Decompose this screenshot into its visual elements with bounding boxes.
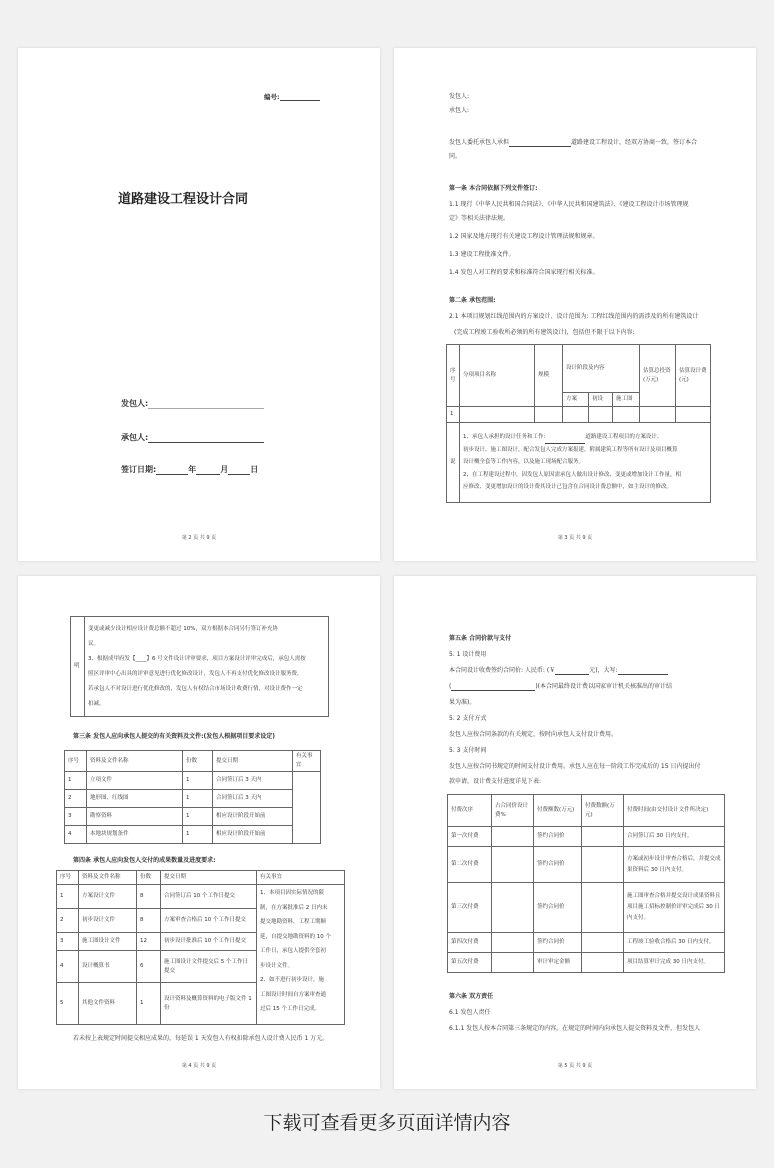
table-notes: 1、承包人承担的设计任务和工作: 道路建设工程项目的方案设计、 初步设计、施工图设计，配合发包人完成方案报建，附属建筑工程等所有设计及项目概算 设计概全套等工作内容，以及施工现场配合服务。 2、在工程建设过程中，因发包人原因需承包人做出设计修改、变更或增加设计工作量，相 应修改、变更增加设计的设计费其设计已包含在合同设计费总额中，如主设计的修改。 [460,423,711,503]
page-footer: 第 4 页 共 9 页 [181,1063,217,1069]
table-row: 1 方案设计文件 8 合同签订后 10 个工作日提交 1、本项目因实际情况的限 制，在方案批准后 2 日内未 提交地勘资料，工程工期顺 延，自提交地勘资料的 10 个 工作日，承包人提供全套初 步设计文件。 2、如不进行初步设计，施 工图设计时间自方案审查通 过后 15 个工作日完成。 [57,885,345,909]
deliverables-remarks: 1、本项目因实际情况的限 制，在方案批准后 2 日内未 提交地勘资料，工程工期顺 延，自提交地勘资料的 10 个 工作日，承包人提供全套初 步设计文件。 2、如不进行初步设计，施 工图设计时间自方案审查通 过后 15 个工作日完成。 [257,885,345,1025]
table-header: 估算总投资 (万元) [640,345,676,407]
table-cell: 明 [71,617,85,717]
table-row: 3 勘察资料 1 相应设计阶段开始前 [65,808,321,826]
scope-table [446,344,711,503]
article-1-item: 定》等相关法律法规。 [449,215,510,222]
table-row: 2 初步设计文件 8 方案审查合格后 10 个工作日提交 [57,909,345,933]
table-header: 序号 [447,345,460,407]
article-1-title: 第一条 本合同依据下列文件签订: [449,185,538,192]
table-header: 份数 [137,871,161,885]
table-header: 提交日期 [161,871,257,885]
table-header: 提交日期 [213,751,293,772]
contract-page-4 [18,576,380,1089]
article-2-title: 第二条 承包范围: [449,297,496,304]
article-1-item: 1.1 现行《中华人民共和国合同法》、《中华人民共和国建筑法》、《建设工程设计市场管理规 [449,201,689,208]
page-footer: 第 2 页 共 9 页 [181,535,217,541]
table-notes: 变更或减少设计相应设计费总额不超过 10%，双方根据本合同另行签订补充协 议。 3、根据成甲府发【____】6 号文件设计评审要求，项目方案设计评审完成后，承包人需按 照区评审中心出具的评审意见进行优化修改设计，发包人不再支付优化修改设计服务费， 若承包人不对设计进行优化修改的，发包人有权结合市场设计收费行情，对设计费作一定 扣减。 [85,617,329,717]
sign-date-field: 签订日期: 年 月 日 [121,465,259,474]
table-header: 付费数额(万元) [582,795,624,827]
table-row: 第四次付费 签约合同价 工程竣工验收合格后 30 日内支付。 [448,933,725,953]
table-header: 方案 [563,393,589,407]
party-b-field: 承包人: [121,432,264,443]
table-row: 第三次付费 签约合同价 施工图审查合格并提交设计成果资料且项目施工招标控制价评审完成后 30 日内支付。 [448,883,725,933]
table-cell: 说 [447,423,460,503]
article-1-item: 1.4 发包人对工程的要求和标准符合国家现行相关标准。 [449,269,599,276]
table-header: 规模 [535,345,563,407]
table-row: 4 本地块规划条件 1 相应设计阶段开始前 [65,826,321,844]
delay-penalty-text: 若未按上表规定时间提交相应成果的，每延误 1 天发包人有权扣除承包人设计费人民币 1 万元。 [73,1035,329,1042]
payment-schedule-table [447,794,725,973]
table-header: 占合同价设计费% [492,795,534,827]
table-header: 付费时间(由交付设计文件所决定) [624,795,725,827]
page-footer: 第 5 页 共 9 页 [557,1063,593,1069]
party-a-line: 发包人: [449,93,470,100]
table-header: 资料及文件名称 [87,751,183,772]
table-header: 估算设计费 (元) [676,345,711,407]
article-5-title: 第五条 合同价款与支付 [449,635,512,642]
table-header: 付费额数(万元) [534,795,582,827]
table-row: 5 其他文件资料 1 设计资料及概算资料的电子版文件 1 份 [57,983,345,1025]
download-caption: 下载可查看更多页面详情内容 [263,1112,511,1134]
table-header: 初设 [589,393,613,407]
notes-table-continued [70,616,329,717]
contract-page-3: 发包人: 承包人: 发包人委托承包人承担 道路建设工程设计，经双方协商一致，签订本合 同。 第一条 本合同依据下列文件签订: 1.1 现行《中华人民共和国合同法》、《中华人民共和国建筑法》、《建设工程设计市场管理规 定》等相关法律法规。 1.2 国家及地方现行有关建设工程设计管理法规和规章。 1.3 建设工程批准文件。 1.4 发包人对工程的要求和标准符合国家现行相关标准。 第二条 承包范围: 2.1 本项目规划红线范围内的方案设计、设计范围为: 工程红线范围内的需涉及的所有建筑设计 (完成工程竣工验收所必须的所有建筑设计)，包括但不限于以下内容: 序号 分项项目名称 规模 设计阶段及内容 估算总投资 (万元) 估算设计费 (元) 方案 初设 施工图 1 说 1、承包人承担的设计任务和工作: 道路建设工程项目的方案设计、 初步设计、施工图设计，配合发包人完成方案报建，附属建筑工程等所有设计及项目概算 设计概全套等工作内容，以及施工现场配合服务。 2、在工程建设过程中，因发包人原因需承包人做出设计修改、变更或增加设计工作量，相 应修改、变更增加设计的设计费其设计已包含在合同设计费总额中，如主设计的修改。 第 3 页 共 9 页 [394,48,756,561]
contract-number-field: 编号: [264,92,320,101]
table-row: 1 立项文件 1 合同签订后 3 天内 [65,772,321,790]
contract-page-2 [18,48,380,561]
intro-text: 发包人委托承包人承担 道路建设工程设计，经双方协商一致，签订本合 [449,139,698,146]
table-header: 资料及文件名称 [79,871,137,885]
table-row: 3 施工图设计文件 12 初步设计批准后 10 个工作日提交 [57,933,345,951]
article-4-title: 第四条 承包人应向发包人交付的成果数量及进度要求: [73,857,216,864]
article-1-item: 1.3 建设工程批准文件。 [449,251,515,258]
table-header: 施工图 [613,393,640,407]
table-row: 第一次付费 签约合同价 合同签订后 30 日内支付。 [448,827,725,847]
table-header: 序号 [57,871,79,885]
table-row: 第二次付费 签约合同价 方案或初步设计审查合格后，并提交成果资料后 30 日内支付。 [448,847,725,883]
table-header: 设计阶段及内容 [563,345,640,393]
article-1-item: 1.2 国家及地方现行有关建设工程设计管理法规和规章。 [449,233,599,240]
table-row: 第五次付费 审计审定金额 项目结算审计完成 30 日内支付。 [448,953,725,973]
table-cell: 1 [447,407,460,423]
table-header: 序号 [65,751,87,772]
page-title: 道路建设工程设计合同 [118,192,249,207]
table-row: 2 地形图、红线图 1 合同签订后 3 天内 [65,790,321,808]
deliverables-table [56,870,345,1025]
party-b-line: 承包人: [449,107,470,114]
table-header: 分项项目名称 [460,345,535,407]
party-a-field: 发包人: [121,398,264,409]
materials-table [64,750,321,844]
table-header: 份数 [183,751,213,772]
table-header: 有关事宜 [293,751,321,772]
article-3-title: 第三条 发包人应向承包人提交的有关资料及文件:(发包人根据项目要求设定) [73,733,275,740]
contract-page-5: 第五条 合同价款与支付 5. 1 设计费用 本合同设计收费签约合同价: 人民币: (￥ 元)，大写: ( )(本合同最终设计费以国家审计机关核准出的审计结 果为准)。 5. 2 支付方式 发包人应按合同条款的有关规定，按时向承包人支付设计费用。 5. 3 支付时间 发包人应按合同书规定的时间支付设计费用。承包人应在每一阶段工作完成后的 15 日内提出付 款申请，设计费支付进度详见下表: 付费次序 占合同价设计费% 付费额数(万元) 付费数额(万元) 付费时间(由交付设计文件所决定) 第一次付费 签约合同价 合同签订后 30 日内支付。 第二次付费 签约合同价 方案或初步设计审查合格后，并提交成果资料后 30 日内支付。 第三次付费 签约合同价 施工图审查合格并提交设计成果资料且项目施工招标控制价评审完成后 30 日内支付。 第四次付费 签约合同价 工程竣工验收合格后 30 日内支付。 第五次付费 审计审定金额 项目结算审计完成 30 日内支付。 第六条 双方责任 6.1 发包人责任 6.1.1 发包人按本合同第三条规定的内容，在规定的时间内向承包人提交资料及文件，但发包人 第 5 页 共 9 页 [394,576,756,1089]
article-6-title: 第六条 双方责任 [449,993,494,1000]
table-header: 付费次序 [448,795,492,827]
table-row: 4 设计概算书 6 施工图设计文件提交后 5 个工作日提交 [57,951,345,983]
page-footer: 第 3 页 共 9 页 [557,535,593,541]
table-header: 有关事宜 [257,871,345,885]
contract-price-line: 本合同设计收费签约合同价: 人民币: (￥ 元)，大写: [449,666,668,675]
